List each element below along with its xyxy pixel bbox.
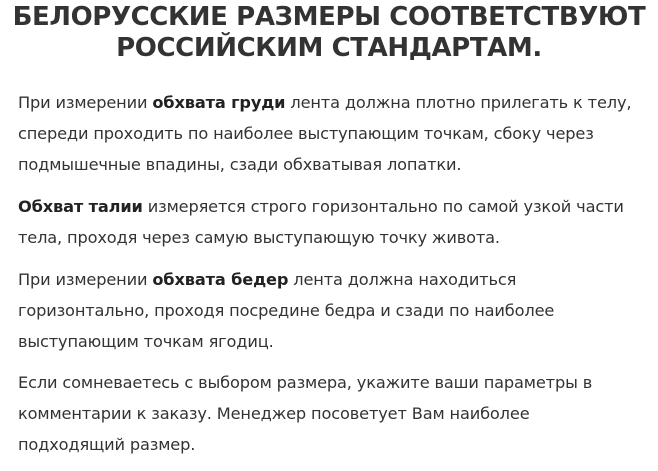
size-advice-paragraph <box>18 367 648 460</box>
paragraph-line: горизонтально, проходя посредине бедра и сзади по наиболее <box>18 301 555 320</box>
text-fragment: При измерении <box>18 270 153 289</box>
text-fragment: лента должна плотно прилегать к телу, <box>285 93 632 112</box>
page-title-line-2: РОССИЙСКИМ СТАНДАРТАМ. <box>116 33 542 63</box>
paragraph-line: выступающим точкам ягодиц. <box>18 332 274 351</box>
paragraph-line: подмышечные впадины, сзади обхватывая лопатки. <box>18 155 462 174</box>
text-fragment: лента должна находиться <box>288 270 517 289</box>
text-fragment: При измерении <box>18 93 153 112</box>
paragraph-line <box>18 191 648 222</box>
paragraph-line: комментарии к заказу. Менеджер посоветует Вам наиболее <box>18 404 530 423</box>
waist-measurement-paragraph <box>18 191 648 253</box>
paragraph-line: спереди проходить по наиболее выступающим точкам, сбоку через <box>18 124 594 143</box>
hips-term: обхвата бедер <box>152 270 289 289</box>
hips-measurement-paragraph <box>18 264 648 357</box>
paragraph-line: Если сомневаетесь с выбором размера, укажите ваши параметры в <box>18 373 593 392</box>
chest-measurement-paragraph <box>18 87 648 180</box>
waist-term: Обхват талии <box>18 197 143 216</box>
chest-term: обхвата груди <box>152 93 286 112</box>
paragraph-line <box>18 264 648 295</box>
page-title <box>0 2 658 64</box>
paragraph-line: тела, проходя через самую выступающую точку живота. <box>18 228 500 247</box>
paragraph-line <box>18 87 648 118</box>
page-title-line-1: БЕЛОРУССКИЕ РАЗМЕРЫ СООТВЕТСТВУЮТ <box>12 2 646 32</box>
text-fragment: измеряется строго горизонтально по самой узкой части <box>142 197 624 216</box>
paragraph-line: подходящий размер. <box>18 435 196 454</box>
